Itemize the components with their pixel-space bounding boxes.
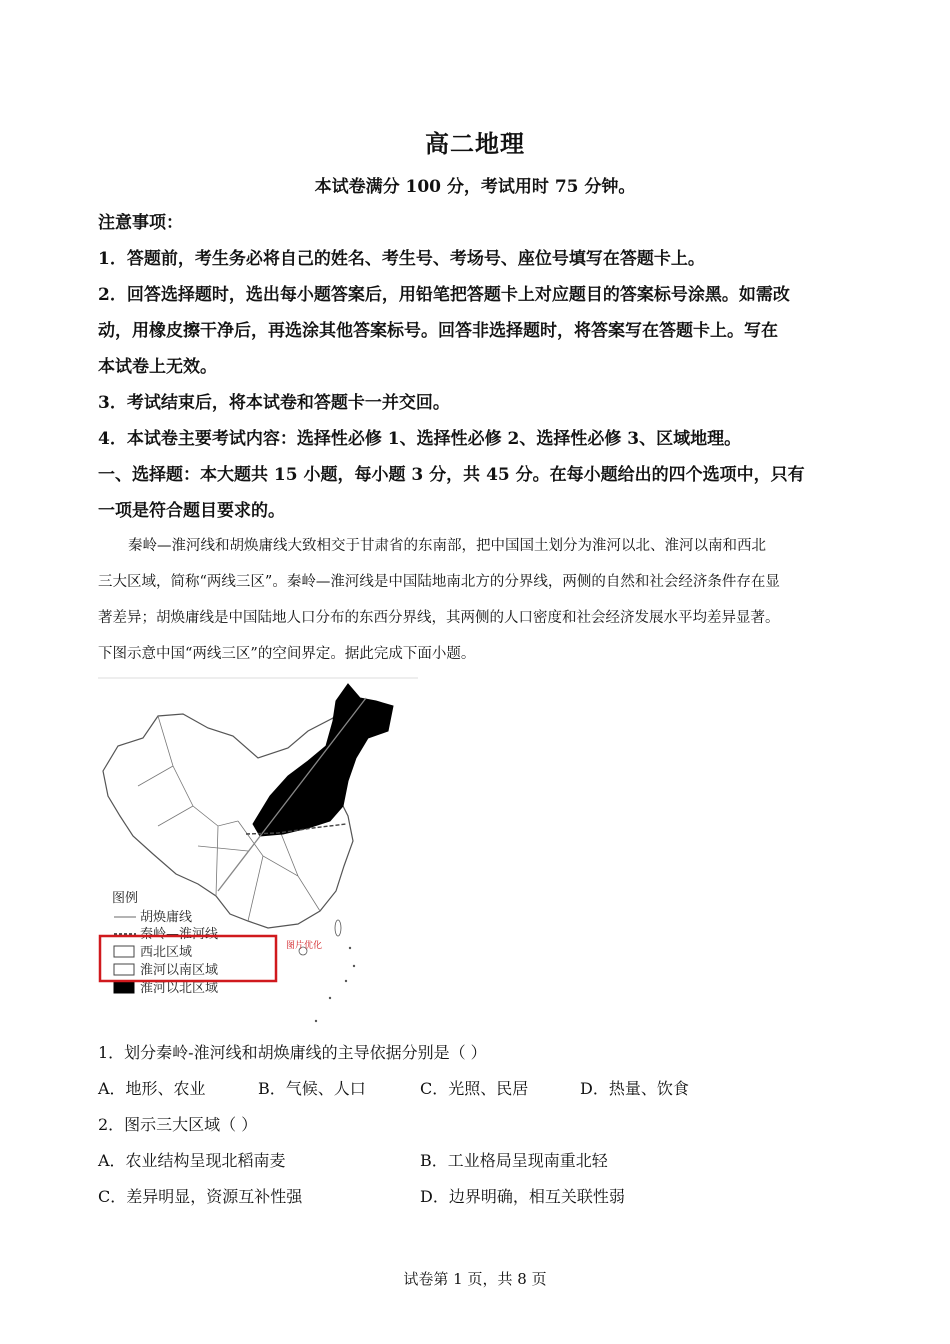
legend-qinling-huaihe: 秦岭—淮河线 [140, 927, 219, 942]
section-heading-line-1: 一、选择题：本大题共 15 小题，每小题 3 分，共 45 分。在每小题给出的四个选项中，只有 [98, 465, 805, 485]
legend-northwest: 西北区域 [140, 945, 193, 960]
notice-item-1: 1．答题前，考生务必将自己的姓名、考生号、考场号、座位号填写在答题卡上。 [98, 249, 705, 269]
question-1-option-d[interactable]: D．热量、饮食 [580, 1079, 689, 1098]
notice-heading: 注意事项： [98, 213, 183, 233]
watermark-label: 图片优化 [286, 941, 323, 951]
notice-item-2-line-3: 本试卷上无效。 [98, 357, 217, 377]
passage-line-2: 三大区域，简称“两线三区”。秦岭—淮河线是中国陆地南北方的分界线，两侧的自然和社会经济条件存在显 [98, 574, 780, 590]
legend-north: 淮河以北区域 [140, 981, 219, 996]
map-svg [98, 676, 418, 1026]
legend-south: 淮河以南区域 [140, 963, 219, 978]
question-2-option-a[interactable]: A．农业结构呈现北稻南麦 [98, 1151, 286, 1170]
section-heading-line-2: 一项是符合题目要求的。 [98, 501, 285, 521]
legend-hu-huanyong: 胡焕庸线 [140, 910, 193, 925]
passage-text-1: 秦岭—淮河线和胡焕庸线大致相交于甘肃省的东南部，把中国国土划分为淮河以北、淮河以南和西北 [128, 538, 766, 554]
question-1-option-c[interactable]: C．光照、民居 [420, 1079, 529, 1098]
exam-info: 本试卷满分 100 分，考试用时 75 分钟。 [314, 177, 636, 197]
question-2-option-d[interactable]: D．边界明确，相互关联性弱 [420, 1187, 625, 1206]
page-title: 高二地理 [425, 129, 525, 158]
notice-item-4: 4．本试卷主要考试内容：选择性必修 1、选择性必修 2、选择性必修 3、区域地理。 [98, 429, 742, 449]
notice-item-3: 3．考试结束后，将本试卷和答题卡一并交回。 [98, 393, 450, 413]
question-2-option-b[interactable]: B．工业格局呈现南重北轻 [420, 1151, 608, 1170]
question-2-stem: 2．图示三大区域（ ） [98, 1115, 258, 1134]
question-1-option-a[interactable]: A．地形、农业 [98, 1079, 206, 1098]
page-footer: 试卷第 1 页，共 8 页 [403, 1270, 547, 1288]
passage-line-4: 下图示意中国“两线三区”的空间界定。据此完成下面小题。 [98, 646, 476, 662]
passage-line-1 [98, 528, 863, 564]
legend-title: 图例 [112, 891, 139, 906]
china-two-lines-three-regions-map [98, 676, 418, 1026]
question-1-option-b[interactable]: B．气候、人口 [258, 1079, 366, 1098]
passage-line-3: 著差异；胡焕庸线是中国陆地人口分布的东西分界线，其两侧的人口密度和社会经济发展水平均差异显著。 [98, 610, 780, 626]
question-1-stem: 1．划分秦岭-淮河线和胡焕庸线的主导依据分别是（ ） [98, 1043, 487, 1062]
question-2-option-c[interactable]: C．差异明显，资源互补性强 [98, 1187, 303, 1206]
notice-item-2-line-2: 动，用橡皮擦干净后，再选涂其他答案标号。回答非选择题时，将答案写在答题卡上。写在 [98, 321, 778, 341]
notice-item-2-line-1: 2．回答选择题时，选出每小题答案后，用铅笔把答题卡上对应题目的答案标号涂黑。如需改 [98, 285, 790, 305]
